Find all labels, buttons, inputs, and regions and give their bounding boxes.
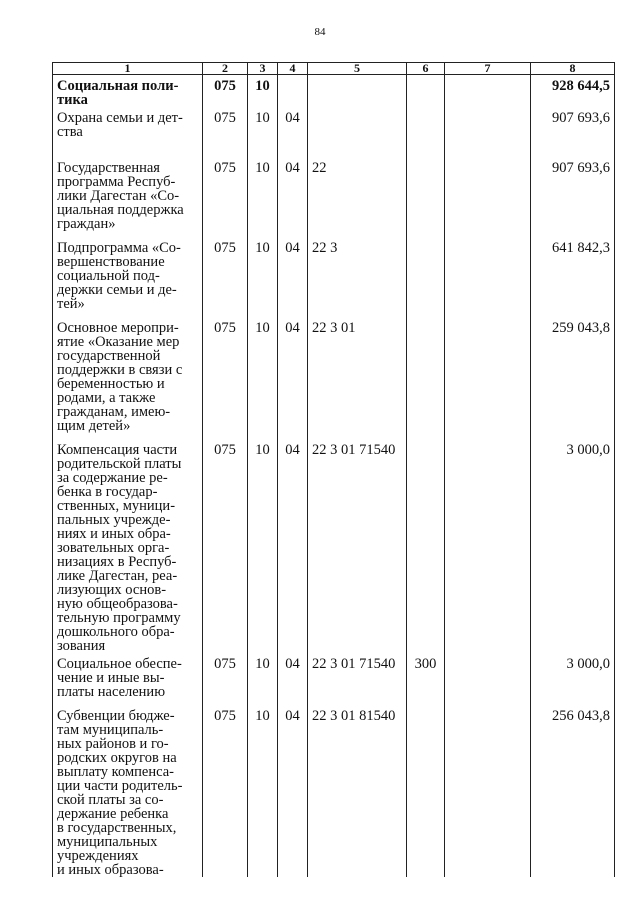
row-code-cell [407,439,445,653]
row-code-cell: 075 [203,705,248,877]
column-header-2: 2 [203,63,248,75]
row-code-cell: 22 3 01 81540 [308,705,407,877]
row-amount-cell: 641 842,3 [531,237,615,317]
column-header-4: 4 [278,63,308,75]
row-name-cell: Подпрограмма «Со- вершенствование социальной под- держки семьи и де- тей» [53,237,203,317]
table-row [53,157,615,237]
row-name-cell: Социальное обеспе- чение и иные вы- платы населению [53,653,203,705]
row-code-cell [445,653,531,705]
column-header-5: 5 [308,63,407,75]
table-row [53,75,615,108]
row-code-cell: 22 3 01 [308,317,407,439]
header-row [53,63,615,75]
row-code-cell [407,705,445,877]
row-code-cell: 10 [248,317,278,439]
column-header-3: 3 [248,63,278,75]
row-name-cell: Охрана семьи и дет- ства [53,107,203,157]
row-code-cell [278,75,308,108]
row-amount-cell: 259 043,8 [531,317,615,439]
column-header-6: 6 [407,63,445,75]
row-code-cell: 075 [203,157,248,237]
row-code-cell: 10 [248,107,278,157]
column-header-1: 1 [53,63,203,75]
row-code-cell: 22 3 01 71540 [308,653,407,705]
row-code-cell: 10 [248,75,278,108]
row-code-cell: 04 [278,157,308,237]
row-code-cell: 04 [278,317,308,439]
row-code-cell [445,317,531,439]
table-row [53,237,615,317]
row-code-cell [445,705,531,877]
row-code-cell [445,439,531,653]
table-row [53,107,615,157]
row-code-cell [308,107,407,157]
row-amount-cell: 3 000,0 [531,439,615,653]
row-amount-cell: 907 693,6 [531,107,615,157]
row-code-cell: 075 [203,317,248,439]
row-code-cell [407,317,445,439]
row-code-cell: 04 [278,107,308,157]
row-code-cell [407,237,445,317]
table-row [53,317,615,439]
row-code-cell: 075 [203,75,248,108]
row-code-cell: 10 [248,157,278,237]
row-code-cell [407,157,445,237]
row-code-cell: 075 [203,107,248,157]
table-row [53,653,615,705]
row-name-cell: Государственная программа Респуб- лики Дагестан «Со- циальная поддержка граждан» [53,157,203,237]
row-code-cell [445,157,531,237]
row-code-cell [445,237,531,317]
row-amount-cell: 256 043,8 [531,705,615,877]
row-code-cell [445,75,531,108]
column-header-7: 7 [445,63,531,75]
row-code-cell: 075 [203,237,248,317]
row-code-cell: 300 [407,653,445,705]
row-code-cell: 22 3 01 71540 [308,439,407,653]
row-name-cell: Социальная поли- тика [53,75,203,108]
row-name-cell: Субвенции бюдже- там муниципаль- ных районов и го- родских округов на выплату компенса- ции части родитель- ской платы за со- держание ребенка в государственных, муниципальных учреждениях и иных образова- [53,705,203,877]
row-code-cell: 10 [248,653,278,705]
row-code-cell: 22 [308,157,407,237]
row-name-cell: Компенсация части родительской платы за содержание ре- бенка в государ- ственных, муници- пальных учрежде- ниях и иных обра- зовательных орга- низациях в Респуб- лике Дагестан, реа- лизующих основ- ную общеобразова- тельную программу дошкольного обра- зования [53,439,203,653]
row-code-cell: 04 [278,439,308,653]
column-header-8: 8 [531,63,615,75]
row-code-cell: 075 [203,653,248,705]
row-code-cell [308,75,407,108]
page-number: 84 [314,26,326,38]
row-code-cell [407,75,445,108]
row-amount-cell: 3 000,0 [531,653,615,705]
row-code-cell [407,107,445,157]
row-code-cell: 04 [278,653,308,705]
budget-table [52,62,615,877]
row-code-cell: 10 [248,237,278,317]
row-code-cell: 04 [278,237,308,317]
row-code-cell: 10 [248,439,278,653]
row-name-cell: Основное меропри- ятие «Оказание мер государственной поддержки в связи с беременностью и родами, а также гражданам, имею- щим детей» [53,317,203,439]
table-row [53,439,615,653]
row-amount-cell: 907 693,6 [531,157,615,237]
row-code-cell: 10 [248,705,278,877]
row-code-cell: 075 [203,439,248,653]
row-code-cell: 04 [278,705,308,877]
row-code-cell [445,107,531,157]
table-body [53,75,615,878]
table-row [53,705,615,877]
row-amount-cell: 928 644,5 [531,75,615,108]
row-code-cell: 22 3 [308,237,407,317]
